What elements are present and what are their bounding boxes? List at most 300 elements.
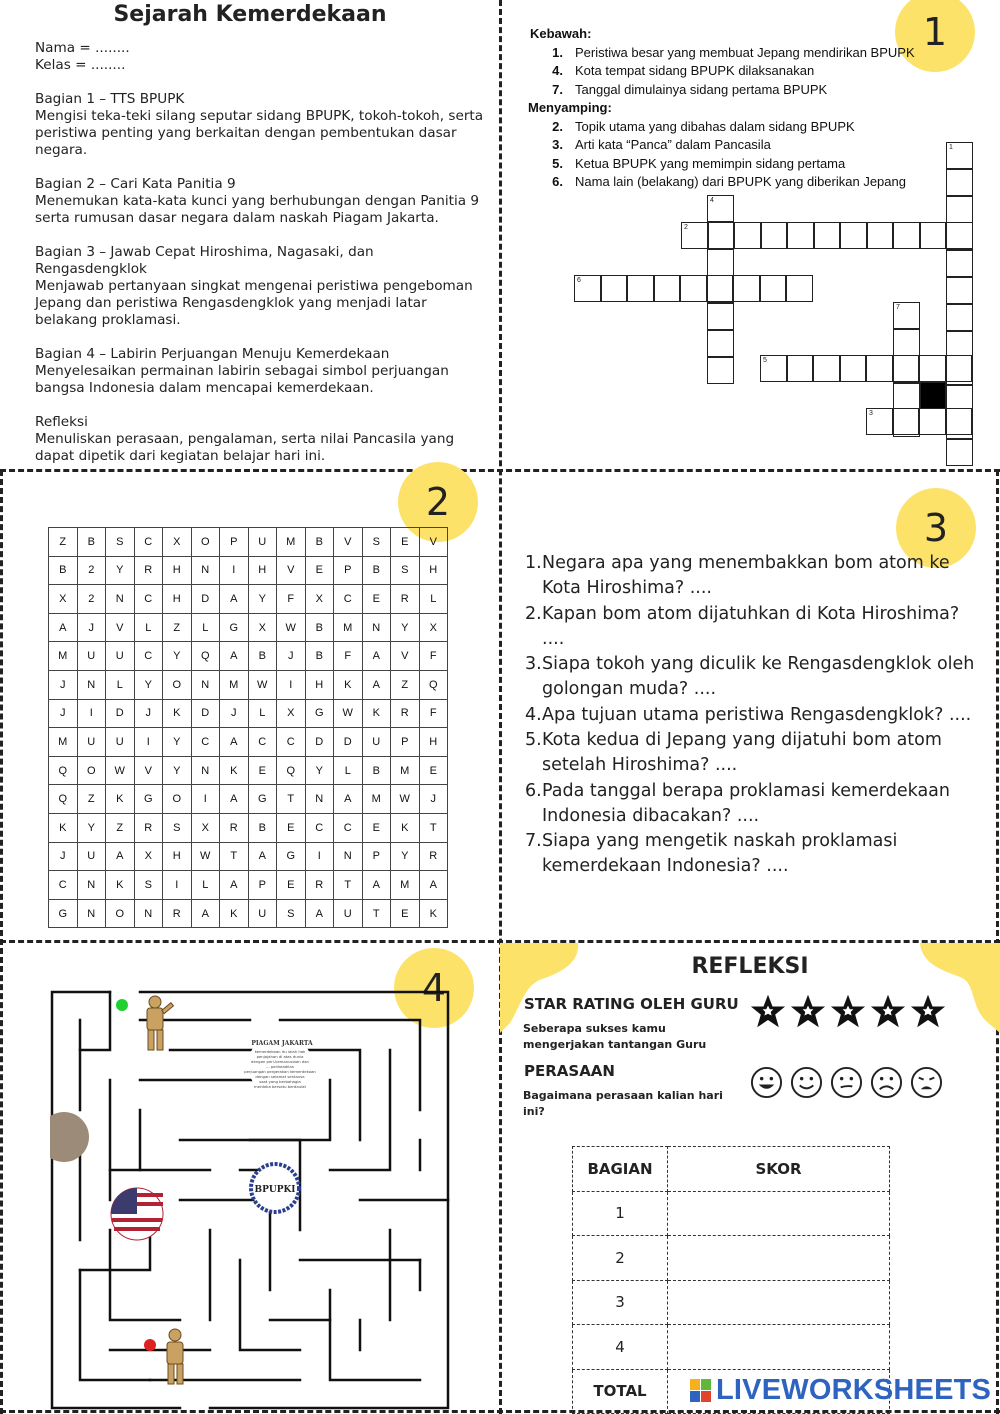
word-search-cell[interactable]: E [277,871,306,900]
crossword-cell[interactable] [814,222,841,249]
word-search-cell[interactable]: K [220,899,249,928]
star-icon[interactable] [790,993,826,1029]
crossword-cell[interactable] [840,222,867,249]
word-search-cell[interactable]: L [248,699,277,728]
part-3-heading: Bagian 3 – Jawab Cepat Hiroshima, Nagasaki, dan Rengasdengklok [35,244,374,277]
word-search-cell[interactable]: A [305,899,334,928]
word-search-cell[interactable]: V [106,613,135,642]
word-search-cell[interactable]: H [305,670,334,699]
word-search-cell[interactable]: K [419,899,448,928]
word-search-cell[interactable]: C [334,813,363,842]
word-search-cell[interactable]: R [391,699,420,728]
word-search-cell[interactable]: R [134,556,163,585]
crossword-cell[interactable] [601,275,628,302]
crossword-cell[interactable] [893,355,920,382]
word-search-cell[interactable]: C [191,728,220,757]
crossword-cell[interactable] [840,355,867,382]
word-search-cell[interactable]: M [49,728,78,757]
word-search-cell[interactable]: H [163,585,192,614]
word-search-cell[interactable]: A [220,785,249,814]
word-search-cell[interactable]: V [419,528,448,557]
word-search-cell[interactable]: U [77,842,106,871]
word-search-cell[interactable]: N [334,842,363,871]
word-search-cell[interactable]: Z [391,670,420,699]
word-search-cell[interactable]: W [191,842,220,871]
word-search-cell[interactable]: C [248,728,277,757]
word-search-cell[interactable]: N [191,756,220,785]
word-search-cell[interactable]: Q [49,756,78,785]
word-search-cell[interactable]: S [362,528,391,557]
star-rating[interactable] [750,993,946,1029]
table-row [573,1191,890,1236]
crossword-cell[interactable] [946,250,973,277]
word-search-cell[interactable]: O [163,670,192,699]
word-search-cell[interactable]: U [248,528,277,557]
face-happy-icon[interactable] [790,1066,823,1099]
star-icon[interactable] [750,993,786,1029]
word-search-cell[interactable]: C [305,813,334,842]
word-search-cell[interactable]: B [305,642,334,671]
crossword-cell[interactable] [893,329,920,356]
word-search-cell[interactable]: X [191,813,220,842]
word-search-cell[interactable]: X [277,699,306,728]
word-search-cell[interactable]: F [277,585,306,614]
word-search-cell[interactable]: U [106,728,135,757]
word-search-cell[interactable]: N [106,585,135,614]
word-search-cell[interactable]: C [134,585,163,614]
word-search-cell[interactable]: M [220,670,249,699]
part-3-body: Menjawab pertanyaan singkat mengenai peristiwa pengeboman Jepang dan peristiwa Rengasdengklok yang menjadi latar belakang proklamasi. [35,278,473,328]
crossword-cell[interactable] [919,355,946,382]
crossword-cell[interactable] [707,303,734,330]
word-search-cell[interactable]: G [248,785,277,814]
crossword-cell[interactable] [919,408,946,435]
word-search-cell[interactable]: R [391,585,420,614]
row-label: 3 [573,1280,668,1325]
word-search-cell[interactable]: P [248,871,277,900]
word-search-cell[interactable]: C [334,585,363,614]
crossword-cell[interactable] [707,249,734,276]
word-search-cell[interactable]: I [191,785,220,814]
word-search-cell[interactable]: Y [391,842,420,871]
crossword-cell[interactable] [946,196,973,223]
word-search-cell[interactable]: H [163,842,192,871]
word-search-cell[interactable]: T [220,842,249,871]
svg-text:kemerdekaan itu ialah hak: kemerdekaan itu ialah hak [254,1049,306,1054]
word-search-cell[interactable]: B [248,642,277,671]
crossword-cell[interactable] [893,408,920,435]
crossword-cell[interactable] [708,222,735,249]
word-search-cell[interactable]: K [334,670,363,699]
crossword-cell[interactable] [866,355,893,382]
word-search-cell[interactable]: M [391,871,420,900]
word-search-cell[interactable]: N [191,556,220,585]
crossword-cell[interactable] [867,222,894,249]
crossword-cell[interactable] [680,275,707,302]
word-search-cell[interactable]: Y [134,670,163,699]
face-very-happy-icon[interactable] [750,1066,783,1099]
word-search-cell[interactable]: W [334,699,363,728]
word-search-cell[interactable]: P [362,842,391,871]
star-rating-heading: STAR RATING OLEH GURU [524,995,739,1013]
word-search-cell[interactable]: Y [163,756,192,785]
word-search-cell[interactable]: F [419,642,448,671]
word-search-cell[interactable]: D [334,728,363,757]
part-1-heading: Bagian 1 – TTS BPUPK [35,91,185,107]
star-icon[interactable] [910,993,946,1029]
word-search-cell[interactable]: X [163,528,192,557]
word-search-cell[interactable]: G [220,613,249,642]
word-search-cell[interactable]: A [248,842,277,871]
col-header-bagian: BAGIAN [573,1147,668,1192]
score-input-cell[interactable] [668,1191,890,1236]
word-search-cell[interactable]: A [362,670,391,699]
word-search-cell[interactable]: G [305,699,334,728]
word-search-cell[interactable]: H [419,556,448,585]
word-search-cell[interactable]: J [134,699,163,728]
grid-divider-row1 [0,469,1000,472]
svg-text:PIAGAM JAKARTA: PIAGAM JAKARTA [251,1040,313,1047]
word-search-cell[interactable]: T [419,813,448,842]
crossword-cell[interactable] [786,275,813,302]
crossword-cell[interactable] [946,408,973,435]
word-search-cell[interactable]: V [391,642,420,671]
crossword-cell[interactable] [787,222,814,249]
word-search-cell[interactable]: Z [106,813,135,842]
word-search-cell[interactable]: F [419,699,448,728]
part-2-heading: Bagian 2 – Cari Kata Panitia 9 [35,176,236,192]
crossword-cell[interactable] [707,275,734,302]
cw-label-3: 3 [869,410,873,417]
word-search-cell[interactable]: T [334,871,363,900]
section-1-badge: 1 [895,0,975,72]
clue-across-6: 6. Nama lain (belakang) dari BPUPK yang diberikan Jepang [552,174,906,189]
star-icon[interactable] [830,993,866,1029]
word-search-cell[interactable]: J [49,670,78,699]
word-search-cell[interactable]: D [191,699,220,728]
word-search-cell[interactable]: K [163,699,192,728]
clue-down-7: 7. Tanggal dimulainya sidang pertama BPUPK [552,81,828,97]
score-input-cell[interactable] [668,1236,890,1281]
word-search-cell[interactable]: E [391,899,420,928]
word-search-cell[interactable]: E [419,756,448,785]
word-search-cell[interactable]: L [134,613,163,642]
word-search-cell[interactable]: L [106,670,135,699]
word-search-cell[interactable]: S [134,871,163,900]
word-search-cell[interactable]: M [49,642,78,671]
word-search-cell[interactable]: V [334,528,363,557]
word-search-cell[interactable]: K [391,813,420,842]
word-search-cell[interactable]: U [106,642,135,671]
clue-across-3: 3. Arti kata “Panca” dalam Pancasila [552,137,771,152]
crossword-cell[interactable] [787,355,814,382]
word-search-cell[interactable]: J [49,842,78,871]
word-search-cell[interactable]: B [305,613,334,642]
feeling-faces[interactable] [750,1066,943,1099]
word-search-cell[interactable]: R [305,871,334,900]
score-table-header [573,1147,890,1192]
word-search-cell[interactable]: Y [77,813,106,842]
word-search-cell[interactable]: L [191,871,220,900]
question-1: 1. Negara apa yang menembakkan bom atom ke Kota Hiroshima? .... [525,553,950,598]
word-search-cell[interactable]: S [163,813,192,842]
word-search-cell[interactable]: V [134,756,163,785]
word-search-cell[interactable]: B [49,556,78,585]
crossword-cell[interactable] [946,439,973,466]
word-search-cell[interactable]: U [334,899,363,928]
crossword-cell[interactable] [893,383,920,410]
word-search-cell[interactable]: W [391,785,420,814]
word-search-cell[interactable]: E [305,556,334,585]
word-search-cell[interactable]: A [220,871,249,900]
word-search-cell[interactable]: E [391,528,420,557]
word-search-cell[interactable]: N [362,613,391,642]
row-label: 2 [573,1236,668,1281]
word-search-cell[interactable]: X [248,613,277,642]
word-search-cell[interactable]: U [77,642,106,671]
word-search-cell[interactable]: H [248,556,277,585]
word-search-cell[interactable]: A [49,613,78,642]
word-search-cell[interactable]: N [77,670,106,699]
word-search-cell[interactable]: B [362,756,391,785]
word-search-cell[interactable]: Q [277,756,306,785]
word-search-cell[interactable]: M [277,528,306,557]
word-search-cell[interactable]: U [248,899,277,928]
word-search-cell[interactable]: Y [106,556,135,585]
word-search-cell[interactable]: A [220,585,249,614]
word-search-cell[interactable]: S [106,528,135,557]
crossword-cell[interactable] [734,222,761,249]
word-search-cell[interactable]: X [49,585,78,614]
word-search-cell[interactable]: F [334,642,363,671]
class-line: Kelas = ........ [35,57,126,73]
word-search-cell[interactable]: L [419,585,448,614]
word-search-cell[interactable]: G [134,785,163,814]
crossword-cell[interactable] [946,222,973,249]
down-clues-title: Kebawah: [530,26,592,41]
cw-label-1: 1 [949,144,953,151]
across-clues-title: Menyamping: [528,100,612,115]
word-search-cell[interactable]: E [362,813,391,842]
word-search-cell[interactable]: D [106,699,135,728]
word-search-cell[interactable]: J [49,699,78,728]
word-search-cell[interactable]: T [277,785,306,814]
word-search-cell[interactable]: P [334,556,363,585]
word-search-cell[interactable]: I [134,728,163,757]
word-search-cell[interactable]: P [220,528,249,557]
crossword-cell[interactable] [946,331,973,358]
word-search-cell[interactable]: H [419,728,448,757]
word-search-cell[interactable]: O [106,899,135,928]
word-search-cell[interactable]: A [334,785,363,814]
word-search-cell[interactable]: L [334,756,363,785]
word-search-cell[interactable]: G [277,842,306,871]
crossword-cell[interactable] [654,275,681,302]
crossword-cell[interactable] [761,222,788,249]
word-search-grid [48,527,448,928]
word-search-cell[interactable]: O [163,785,192,814]
word-search-cell[interactable]: R [419,842,448,871]
name-line: Nama = ........ [35,40,130,56]
word-search-row [49,813,448,842]
cw-label-5: 5 [763,357,767,364]
word-search-cell[interactable]: X [305,585,334,614]
word-search-cell[interactable]: N [305,785,334,814]
word-search-row [49,613,448,642]
word-search-row [49,699,448,728]
word-search-cell[interactable]: Z [77,785,106,814]
word-search-cell[interactable]: S [277,899,306,928]
word-search-cell[interactable]: K [106,871,135,900]
word-search-row [49,528,448,557]
word-search-cell[interactable]: 2 [77,556,106,585]
crossword-cell[interactable] [946,277,973,304]
word-search-cell[interactable]: D [191,585,220,614]
score-input-cell[interactable] [668,1280,890,1325]
word-search-cell[interactable]: K [362,699,391,728]
word-search-cell[interactable]: U [362,728,391,757]
word-search-cell[interactable]: M [334,613,363,642]
col-header-skor: SKOR [668,1147,890,1192]
crossword-cell[interactable] [760,275,787,302]
question-4: 4. Apa tujuan utama peristiwa Rengasdengklok? .... [525,704,972,725]
word-search-cell[interactable]: C [277,728,306,757]
word-search-cell[interactable]: Y [391,613,420,642]
word-search-cell[interactable]: B [362,556,391,585]
word-search-cell[interactable]: T [362,899,391,928]
crossword-cell[interactable] [946,304,973,331]
face-very-sad-icon[interactable] [910,1066,943,1099]
word-search-cell[interactable]: D [305,728,334,757]
word-search-cell[interactable]: I [277,670,306,699]
word-search-cell[interactable]: B [248,813,277,842]
word-search-cell[interactable]: R [134,813,163,842]
word-search-cell[interactable]: Q [49,785,78,814]
word-search-cell[interactable]: R [163,899,192,928]
cw-label-7: 7 [896,304,900,311]
word-search-cell[interactable]: J [220,699,249,728]
word-search-cell[interactable]: C [134,528,163,557]
word-search-cell[interactable]: I [305,842,334,871]
word-search-cell[interactable]: V [277,556,306,585]
word-search-cell[interactable]: W [106,756,135,785]
word-search-cell[interactable]: E [248,756,277,785]
question-7: 7. Siapa yang mengetik naskah proklamasi kemerdekaan Indonesia? .... [525,831,898,876]
word-search-cell[interactable]: N [77,899,106,928]
crossword-cell[interactable] [707,330,734,357]
word-search-cell[interactable]: N [77,871,106,900]
word-search-cell[interactable]: 2 [77,585,106,614]
word-search-cell[interactable]: R [220,813,249,842]
word-search-cell[interactable]: I [220,556,249,585]
word-search-cell[interactable]: W [277,613,306,642]
word-search-cell[interactable]: X [134,842,163,871]
word-search-cell[interactable]: Z [163,613,192,642]
word-search-cell[interactable]: I [163,871,192,900]
word-search-cell[interactable]: A [220,728,249,757]
word-search-cell[interactable]: O [77,756,106,785]
word-search-cell[interactable]: U [77,728,106,757]
word-search-cell[interactable]: H [163,556,192,585]
word-search-cell[interactable]: J [419,785,448,814]
word-search-cell[interactable]: X [419,613,448,642]
word-search-cell[interactable]: A [220,642,249,671]
face-sad-icon[interactable] [870,1066,903,1099]
word-search-cell[interactable]: B [77,528,106,557]
word-search-cell[interactable]: Y [163,642,192,671]
word-search-cell[interactable]: K [49,813,78,842]
word-search-cell[interactable]: M [391,756,420,785]
word-search-cell[interactable]: C [134,642,163,671]
cw-label-4: 4 [710,197,714,204]
word-search-cell[interactable]: A [191,899,220,928]
score-input-cell[interactable] [668,1325,890,1370]
maze[interactable] [50,990,450,1410]
crossword-cell[interactable] [946,169,973,196]
star-icon[interactable] [870,993,906,1029]
word-search-cell[interactable]: A [362,642,391,671]
word-search-cell[interactable]: E [277,813,306,842]
crossword-cell[interactable] [946,355,973,382]
section-4-badge: 4 [394,948,474,1028]
word-search-cell[interactable]: C [49,871,78,900]
word-search-cell[interactable]: G [49,899,78,928]
svg-text:perjuangan pergerakan kemerdek: perjuangan pergerakan kemerdekaan [244,1069,316,1074]
word-search-cell[interactable]: A [362,871,391,900]
table-row [573,1236,890,1281]
word-search-cell[interactable]: Y [163,728,192,757]
word-search-cell[interactable]: K [220,756,249,785]
word-search-cell[interactable]: O [191,528,220,557]
word-search-cell[interactable]: A [419,871,448,900]
clue-across-5: 5. Ketua BPUPK yang memimpin sidang pertama [552,155,846,171]
bpupki-badge [251,1164,299,1212]
word-search-cell[interactable]: P [391,728,420,757]
word-search-cell[interactable]: Y [305,756,334,785]
logo-text: LIVEWORKSHEETS [716,1374,992,1406]
crossword-cell[interactable] [733,275,760,302]
word-search-cell[interactable]: M [362,785,391,814]
word-search-cell[interactable]: Z [49,528,78,557]
word-search-cell[interactable]: K [106,785,135,814]
word-search-cell[interactable]: N [191,670,220,699]
word-search-cell[interactable]: J [277,642,306,671]
face-neutral-icon[interactable] [830,1066,863,1099]
crossword-cell[interactable] [627,275,654,302]
svg-text:dengan peri-kemanusiaan dan: dengan peri-kemanusiaan dan [251,1059,309,1064]
word-search-cell[interactable]: J [77,613,106,642]
word-search-cell[interactable]: I [77,699,106,728]
word-search-cell[interactable]: A [106,842,135,871]
crossword-cell[interactable] [920,222,947,249]
word-search-cell[interactable]: N [134,899,163,928]
word-search-cell[interactable]: E [362,585,391,614]
word-search-cell[interactable]: S [391,556,420,585]
word-search-cell[interactable]: B [305,528,334,557]
row-label: 4 [573,1325,668,1370]
crossword-cell[interactable] [893,222,920,249]
crossword-cell[interactable] [707,357,734,384]
word-search-cell[interactable]: W [248,670,277,699]
word-search-cell[interactable]: L [191,613,220,642]
reflection-body: Menuliskan perasaan, pengalaman, serta nilai Pancasila yang dapat dipetik dari kegiatan belajar hari ini. [35,431,455,464]
crossword-cell[interactable] [813,355,840,382]
liveworksheets-logo[interactable] [690,1374,991,1407]
photo-circle [50,1112,89,1162]
word-search-cell[interactable]: Q [419,670,448,699]
word-search-cell[interactable]: Y [248,585,277,614]
word-search-cell[interactable]: Q [191,642,220,671]
